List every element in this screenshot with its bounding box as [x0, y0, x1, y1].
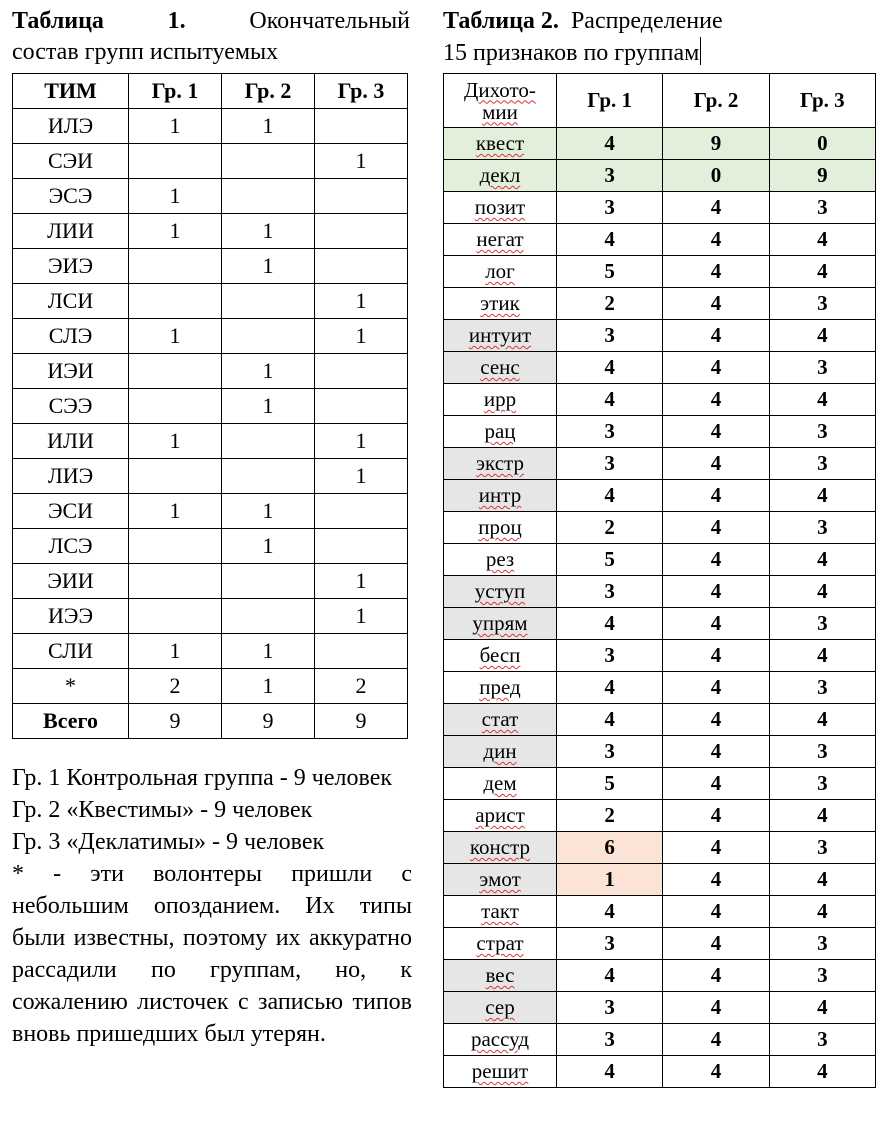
- table2-row: [444, 640, 876, 672]
- table2-caption-line2: 15 признаков по группам: [443, 37, 876, 69]
- table1-tim-cell: СЭЭ: [13, 389, 129, 424]
- table2-caption: [443, 6, 876, 69]
- table1-tim-cell: ЛСИ: [13, 284, 129, 319]
- table2-dichotomy-label: эмот: [444, 864, 557, 896]
- table1-count-cell: [315, 354, 408, 389]
- table1-total-g1: 9: [129, 704, 222, 739]
- table2-value-cell: 4: [663, 800, 769, 832]
- table1-count-cell: [129, 599, 222, 634]
- table2-header-g1: Гр. 1: [557, 74, 663, 128]
- table2-value-cell: 4: [663, 320, 769, 352]
- table2-dichotomy-label: рез: [444, 544, 557, 576]
- table2-dichotomy-label: решит: [444, 1056, 557, 1088]
- table1-count-cell: 1: [129, 319, 222, 354]
- table1-caption: [12, 6, 410, 68]
- table2-value-cell: 4: [663, 608, 769, 640]
- table2-dichotomy-label: ирр: [444, 384, 557, 416]
- table1-count-cell: 1: [222, 669, 315, 704]
- table2-row: [444, 416, 876, 448]
- table1-tim-cell: *: [13, 669, 129, 704]
- table2-row: [444, 480, 876, 512]
- table1-count-cell: 1: [129, 109, 222, 144]
- table2-value-cell: 3: [769, 512, 875, 544]
- table2-header-g2: Гр. 2: [663, 74, 769, 128]
- table2-value-cell: 4: [663, 1024, 769, 1056]
- table2-value-cell: 3: [769, 608, 875, 640]
- table1-row: [13, 179, 408, 214]
- note-group3: Гр. 3 «Деклатимы» - 9 человек: [12, 829, 325, 855]
- table1-caption-line1: [12, 6, 410, 37]
- table2-value-cell: 4: [769, 544, 875, 576]
- table2-value-cell: 4: [663, 768, 769, 800]
- table2-caption-line1: [443, 6, 876, 37]
- table1-header-row: [13, 74, 408, 109]
- table1-count-cell: [315, 109, 408, 144]
- table1-count-cell: 2: [315, 669, 408, 704]
- table2-dichotomy-label: этик: [444, 288, 557, 320]
- table1-tim-cell: СЛИ: [13, 634, 129, 669]
- table1: [12, 73, 408, 739]
- table1-count-cell: [222, 179, 315, 214]
- table1-tim-cell: ЛСЭ: [13, 529, 129, 564]
- table1-row: [13, 354, 408, 389]
- table1-row: [13, 424, 408, 459]
- table1-total-label: Всего: [13, 704, 129, 739]
- table2-value-cell: 4: [557, 672, 663, 704]
- table2-dichotomy-label: квест: [444, 128, 557, 160]
- table2-dichotomy-label: негат: [444, 224, 557, 256]
- table2-dichotomy-label: проц: [444, 512, 557, 544]
- table1-row: [13, 389, 408, 424]
- table1-count-cell: [222, 144, 315, 179]
- table2-value-cell: 3: [769, 736, 875, 768]
- table2-dichotomy-label: лог: [444, 256, 557, 288]
- table1-count-cell: [129, 564, 222, 599]
- table2-caption-title: Распределение: [570, 8, 723, 34]
- table2-value-cell: 4: [769, 224, 875, 256]
- table2-row: [444, 704, 876, 736]
- table2-value-cell: 3: [769, 352, 875, 384]
- table1-count-cell: 1: [315, 564, 408, 599]
- table2-dichotomy-label: интуит: [444, 320, 557, 352]
- note-group1: Гр. 1 Контрольная группа - 9 человек: [12, 765, 393, 791]
- table2-row: [444, 928, 876, 960]
- table1-total-g2: 9: [222, 704, 315, 739]
- table2-row: [444, 1056, 876, 1088]
- table1-count-cell: [129, 354, 222, 389]
- table1-count-cell: 1: [222, 109, 315, 144]
- table1-header-g2: Гр. 2: [222, 74, 315, 109]
- table1-count-cell: [222, 599, 315, 634]
- table1-total-g3: 9: [315, 704, 408, 739]
- table2-value-cell: 4: [663, 352, 769, 384]
- table2-value-cell: 4: [769, 576, 875, 608]
- table2-value-cell: 0: [769, 128, 875, 160]
- table2-row: [444, 608, 876, 640]
- table2-value-cell: 4: [663, 256, 769, 288]
- table2-dichotomy-label: позит: [444, 192, 557, 224]
- table1-count-cell: [315, 249, 408, 284]
- table2-value-cell: 5: [557, 544, 663, 576]
- table1-count-cell: [222, 459, 315, 494]
- table2-header-dichotomies: Дихото- мии: [444, 74, 557, 128]
- table1-count-cell: 1: [222, 529, 315, 564]
- table2-value-cell: 4: [769, 640, 875, 672]
- table1-tim-cell: ИЛЭ: [13, 109, 129, 144]
- table2-value-cell: 4: [663, 896, 769, 928]
- table2-value-cell: 3: [557, 416, 663, 448]
- table1-count-cell: [315, 529, 408, 564]
- table2-value-cell: 1: [557, 864, 663, 896]
- table2-row: [444, 672, 876, 704]
- table2-dichotomy-label: упрям: [444, 608, 557, 640]
- table2-value-cell: 4: [663, 576, 769, 608]
- table2-row: [444, 448, 876, 480]
- table1-count-cell: [315, 634, 408, 669]
- table2-value-cell: 4: [663, 224, 769, 256]
- table1-count-cell: [129, 284, 222, 319]
- table1-count-cell: [222, 424, 315, 459]
- table2-value-cell: 4: [557, 896, 663, 928]
- table1-count-cell: 1: [222, 494, 315, 529]
- table2-row: [444, 160, 876, 192]
- table1-count-cell: [129, 389, 222, 424]
- table1-row: [13, 564, 408, 599]
- table2-value-cell: 3: [557, 992, 663, 1024]
- table2-row: [444, 736, 876, 768]
- table2-value-cell: 4: [663, 672, 769, 704]
- table1-header-g1: Гр. 1: [129, 74, 222, 109]
- table1-count-cell: [222, 319, 315, 354]
- table2-value-cell: 4: [557, 608, 663, 640]
- table2-value-cell: 4: [663, 832, 769, 864]
- table1-count-cell: [315, 389, 408, 424]
- table1-count-cell: [315, 179, 408, 214]
- table2-value-cell: 4: [663, 448, 769, 480]
- table1-count-cell: 1: [222, 214, 315, 249]
- table1-row: [13, 319, 408, 354]
- table2-value-cell: 4: [663, 864, 769, 896]
- table2-row: [444, 992, 876, 1024]
- table2-value-cell: 9: [663, 128, 769, 160]
- table2-value-cell: 4: [769, 704, 875, 736]
- table2-row: [444, 224, 876, 256]
- table1-count-cell: [222, 564, 315, 599]
- table2-value-cell: 3: [769, 288, 875, 320]
- group-notes: [12, 762, 412, 1050]
- table1-caption-bold: Таблица 1.: [12, 8, 186, 34]
- table2-row: [444, 960, 876, 992]
- table2-value-cell: 4: [663, 960, 769, 992]
- table2-value-cell: 3: [769, 416, 875, 448]
- table1-tim-cell: ИЭЭ: [13, 599, 129, 634]
- table2-row: [444, 544, 876, 576]
- table2-value-cell: 4: [557, 704, 663, 736]
- table2-row: [444, 768, 876, 800]
- table2-dichotomy-label: такт: [444, 896, 557, 928]
- table2-value-cell: 3: [769, 768, 875, 800]
- table2-dichotomy-label: констр: [444, 832, 557, 864]
- table2-value-cell: 3: [557, 928, 663, 960]
- table2-row: [444, 832, 876, 864]
- table2-value-cell: 3: [557, 576, 663, 608]
- table1-count-cell: [315, 214, 408, 249]
- footnote: * - эти волонтеры пришли с небольшим опозданием. Их типы были известны, поэтому их аккуратно рассадили по группам, но, к сожалению листочек с записью типов вновь пришедших был утерян.: [12, 861, 412, 1047]
- table2-value-cell: 3: [769, 928, 875, 960]
- table2-value-cell: 4: [663, 736, 769, 768]
- table2-value-cell: 4: [769, 1056, 875, 1088]
- table1-count-cell: 1: [129, 424, 222, 459]
- table1-count-cell: 1: [315, 424, 408, 459]
- table2-value-cell: 4: [663, 416, 769, 448]
- table2-value-cell: 6: [557, 832, 663, 864]
- table2-value-cell: 3: [769, 960, 875, 992]
- table2-value-cell: 3: [557, 736, 663, 768]
- table1-total-row: [13, 704, 408, 739]
- table1-count-cell: 1: [315, 319, 408, 354]
- table1-row: [13, 634, 408, 669]
- table2-value-cell: 3: [769, 832, 875, 864]
- table2-dichotomy-label: бесп: [444, 640, 557, 672]
- table2-value-cell: 5: [557, 256, 663, 288]
- table1-count-cell: 2: [129, 669, 222, 704]
- table2-value-cell: 4: [557, 1056, 663, 1088]
- table1-row: [13, 459, 408, 494]
- table2-value-cell: 4: [769, 256, 875, 288]
- table2-row: [444, 192, 876, 224]
- table2-dichotomy-label: сенс: [444, 352, 557, 384]
- table2-value-cell: 4: [557, 352, 663, 384]
- table2-caption-bold: Таблица 2.: [443, 8, 559, 34]
- table1-caption-line2: состав групп испытуемых: [12, 39, 279, 65]
- text-cursor: [700, 37, 701, 65]
- table2-value-cell: 2: [557, 800, 663, 832]
- table2-value-cell: 3: [769, 1024, 875, 1056]
- table1-count-cell: 1: [222, 634, 315, 669]
- table2-header-row: [444, 74, 876, 128]
- table2-value-cell: 4: [663, 640, 769, 672]
- table1-count-cell: 1: [129, 494, 222, 529]
- table1-count-cell: 1: [315, 284, 408, 319]
- table2-dichotomy-label: страт: [444, 928, 557, 960]
- table1-count-cell: 1: [315, 144, 408, 179]
- table1-tim-cell: СЭИ: [13, 144, 129, 179]
- table2-value-cell: 5: [557, 768, 663, 800]
- table1-row: [13, 214, 408, 249]
- table1-tim-cell: ЭСЭ: [13, 179, 129, 214]
- table2-row: [444, 864, 876, 896]
- table2-value-cell: 4: [663, 544, 769, 576]
- table2-value-cell: 4: [769, 896, 875, 928]
- table1-tim-cell: ЭИЭ: [13, 249, 129, 284]
- table2-value-cell: 4: [663, 704, 769, 736]
- table2-value-cell: 3: [769, 192, 875, 224]
- table1-count-cell: [129, 144, 222, 179]
- table2-value-cell: 4: [663, 1056, 769, 1088]
- table2-value-cell: 4: [557, 224, 663, 256]
- table2-dichotomy-label: дем: [444, 768, 557, 800]
- table2-dichotomy-label: стат: [444, 704, 557, 736]
- table2-value-cell: 4: [557, 128, 663, 160]
- table2-dichotomy-label: декл: [444, 160, 557, 192]
- table2-value-cell: 4: [663, 992, 769, 1024]
- table1-count-cell: [315, 494, 408, 529]
- table2-value-cell: 3: [557, 192, 663, 224]
- table1-row: [13, 284, 408, 319]
- table1-row: [13, 529, 408, 564]
- table2-row: [444, 128, 876, 160]
- table2-dichotomy-label: сер: [444, 992, 557, 1024]
- table2-dichotomy-label: экстр: [444, 448, 557, 480]
- table1-tim-cell: ЭСИ: [13, 494, 129, 529]
- table1-row: [13, 249, 408, 284]
- table2: [443, 73, 876, 1088]
- table2-dichotomy-label: арист: [444, 800, 557, 832]
- table1-row: [13, 599, 408, 634]
- table1-count-cell: 1: [315, 459, 408, 494]
- table2-row: [444, 256, 876, 288]
- table2-value-cell: 9: [769, 160, 875, 192]
- table2-value-cell: 4: [663, 480, 769, 512]
- table2-value-cell: 4: [769, 384, 875, 416]
- table1-tim-cell: ЛИИ: [13, 214, 129, 249]
- table1-count-cell: 1: [315, 599, 408, 634]
- table2-row: [444, 512, 876, 544]
- table2-value-cell: 3: [557, 640, 663, 672]
- table2-row: [444, 384, 876, 416]
- table2-value-cell: 4: [769, 800, 875, 832]
- table2-row: [444, 576, 876, 608]
- table1-count-cell: 1: [222, 389, 315, 424]
- table1-header-g3: Гр. 3: [315, 74, 408, 109]
- table2-value-cell: 3: [557, 320, 663, 352]
- table2-value-cell: 2: [557, 512, 663, 544]
- table2-value-cell: 4: [663, 288, 769, 320]
- table2-row: [444, 896, 876, 928]
- table2-row: [444, 352, 876, 384]
- table2-dichotomy-label: рац: [444, 416, 557, 448]
- table2-value-cell: 4: [557, 960, 663, 992]
- table2-dichotomy-label: вес: [444, 960, 557, 992]
- table2-value-cell: 3: [557, 1024, 663, 1056]
- table2-value-cell: 2: [557, 288, 663, 320]
- table2-header-g3: Гр. 3: [769, 74, 875, 128]
- table1-tim-cell: ЭИИ: [13, 564, 129, 599]
- table1-tim-cell: СЛЭ: [13, 319, 129, 354]
- table2-row: [444, 320, 876, 352]
- table2-value-cell: 4: [663, 192, 769, 224]
- table1-header-tim: ТИМ: [13, 74, 129, 109]
- table2-value-cell: 4: [769, 864, 875, 896]
- table1-count-cell: 1: [222, 249, 315, 284]
- table2-value-cell: 3: [769, 448, 875, 480]
- table1-count-cell: [129, 529, 222, 564]
- table1-count-cell: 1: [129, 214, 222, 249]
- table2-value-cell: 4: [769, 992, 875, 1024]
- table1-tim-cell: ЛИЭ: [13, 459, 129, 494]
- table1-body: [13, 109, 408, 704]
- table2-row: [444, 288, 876, 320]
- table2-row: [444, 800, 876, 832]
- table1-count-cell: [129, 249, 222, 284]
- table1-tim-cell: ИЭИ: [13, 354, 129, 389]
- table2-dichotomy-label: уступ: [444, 576, 557, 608]
- table2-dichotomy-label: пред: [444, 672, 557, 704]
- table2-value-cell: 4: [663, 384, 769, 416]
- table2-value-cell: 0: [663, 160, 769, 192]
- table2-dichotomy-label: дин: [444, 736, 557, 768]
- table2-value-cell: 4: [663, 512, 769, 544]
- table1-row: [13, 494, 408, 529]
- table2-value-cell: 3: [557, 448, 663, 480]
- table2-dichotomy-label: рассуд: [444, 1024, 557, 1056]
- table2-value-cell: 4: [769, 480, 875, 512]
- table2-dichotomy-label: интр: [444, 480, 557, 512]
- table1-row: [13, 144, 408, 179]
- table1-row: [13, 109, 408, 144]
- table1-count-cell: 1: [129, 179, 222, 214]
- table2-body: [444, 128, 876, 1088]
- table1-count-cell: [222, 284, 315, 319]
- table1-count-cell: 1: [129, 634, 222, 669]
- table1-count-cell: [129, 459, 222, 494]
- table2-value-cell: 3: [769, 672, 875, 704]
- table1-row: [13, 669, 408, 704]
- table1-count-cell: 1: [222, 354, 315, 389]
- table2-value-cell: 4: [769, 320, 875, 352]
- table2-row: [444, 1024, 876, 1056]
- table2-value-cell: 3: [557, 160, 663, 192]
- note-group2: Гр. 2 «Квестимы» - 9 человек: [12, 797, 313, 823]
- table2-value-cell: 4: [663, 928, 769, 960]
- table2-value-cell: 4: [557, 480, 663, 512]
- table1-tim-cell: ИЛИ: [13, 424, 129, 459]
- table2-value-cell: 4: [557, 384, 663, 416]
- table1-caption-title: Окончательный: [249, 8, 410, 34]
